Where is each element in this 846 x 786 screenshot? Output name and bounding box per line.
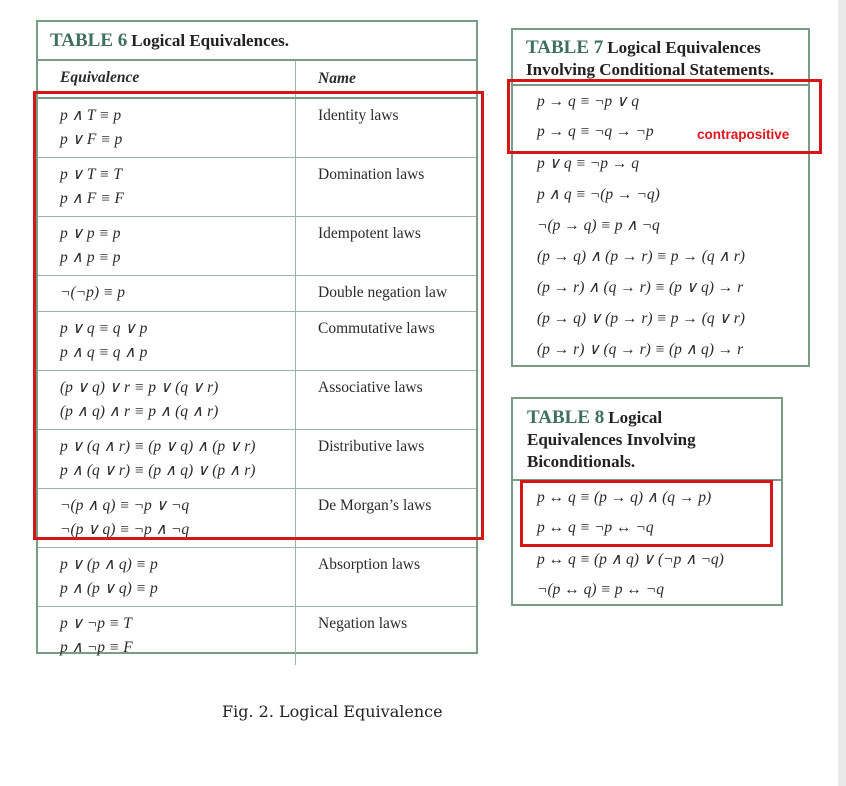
equivalence-formula: ¬(p ∨ q) ≡ ¬p ∧ ¬q: [60, 521, 190, 538]
conditional-equivalence: (p → q) ∧ (p → r) ≡ p → (q ∧ r): [537, 248, 745, 265]
conditional-equivalence: p ∧ q ≡ ¬(p → ¬q): [537, 186, 660, 203]
equivalence-formula: p ∨ (q ∧ r) ≡ (p ∨ q) ∧ (p ∨ r): [60, 438, 256, 455]
equivalence-formula: p ∧ ¬p ≡ F: [60, 639, 133, 656]
law-name-cell: Negation laws: [318, 615, 408, 632]
table-7-number: TABLE 7: [526, 37, 604, 58]
table-row: [38, 548, 476, 607]
scrollbar-track[interactable]: [838, 0, 846, 786]
equivalence-formula: ¬(¬p) ≡ p: [60, 284, 125, 301]
equivalence-cell: [38, 607, 296, 665]
equivalence-formula: ¬(p ∧ q) ≡ ¬p ∨ ¬q: [60, 497, 190, 514]
equivalence-formula: p ∨ (p ∧ q) ≡ p: [60, 556, 158, 573]
law-name-cell: Distributive laws: [318, 438, 425, 455]
highlight-box-table-8: [520, 480, 773, 547]
equivalence-cell: [38, 548, 296, 606]
conditional-equivalence: ¬(p → q) ≡ p ∧ ¬q: [537, 217, 660, 234]
conditional-equivalence: (p → r) ∨ (q → r) ≡ (p ∧ q) → r: [537, 341, 744, 358]
biconditional-equivalence: ¬(p ↔ q) ≡ p ↔ ¬q: [537, 581, 664, 598]
biconditional-equivalence: p ↔ q ≡ (p → q) ∧ (q → p): [537, 489, 712, 506]
header-equivalence: Equivalence: [38, 61, 296, 97]
equivalence-formula: p ∨ p ≡ p: [60, 225, 121, 242]
law-name-cell: Associative laws: [318, 379, 423, 396]
conditional-equivalence: p → q ≡ ¬q → ¬p: [537, 123, 654, 140]
law-name-cell: Idempotent laws: [318, 225, 421, 242]
table-6-title: [38, 22, 476, 56]
equivalence-formula: p ∧ T ≡ p: [60, 107, 122, 124]
equivalence-formula: (p ∧ q) ∧ r ≡ p ∧ (q ∧ r): [60, 403, 219, 420]
table-8-name-line1: Logical: [608, 408, 663, 427]
biconditional-equivalence: p ↔ q ≡ (p ∧ q) ∨ (¬p ∧ ¬q): [537, 551, 724, 568]
table-6-number: TABLE 6: [50, 30, 128, 51]
law-name-cell: Domination laws: [318, 166, 425, 183]
law-name-cell: Absorption laws: [318, 556, 421, 573]
contrapositive-annotation: contrapositive: [697, 127, 790, 142]
equivalence-formula: p ∨ ¬p ≡ T: [60, 615, 132, 632]
law-name-cell: Double negation law: [318, 284, 448, 301]
equivalence-formula: p ∧ F ≡ F: [60, 190, 124, 207]
table-8-number: TABLE 8: [527, 407, 605, 428]
equivalence-formula: p ∨ q ≡ q ∨ p: [60, 320, 148, 337]
law-name-cell: Identity laws: [318, 107, 399, 124]
table-row: [38, 607, 476, 665]
equivalence-formula: p ∨ F ≡ p: [60, 131, 123, 148]
table-8-name-line3: Biconditionals.: [527, 452, 636, 471]
biconditional-equivalence: p ↔ q ≡ ¬p ↔ ¬q: [537, 519, 654, 536]
table-8-title: [513, 399, 781, 479]
equivalence-formula: p ∧ (p ∨ q) ≡ p: [60, 580, 158, 597]
equivalence-formula: p ∧ q ≡ q ∧ p: [60, 344, 148, 361]
highlight-box-table-7: [507, 79, 822, 154]
equivalence-formula: p ∧ (q ∨ r) ≡ (p ∧ q) ∨ (p ∧ r): [60, 462, 256, 479]
table-7-name-line1: Logical Equivalences: [607, 38, 761, 57]
conditional-equivalence: (p → r) ∧ (q → r) ≡ (p ∨ q) → r: [537, 279, 744, 296]
figure-caption: Fig. 2. Logical Equivalence: [222, 702, 443, 721]
equivalence-formula: p ∨ T ≡ T: [60, 166, 123, 183]
table-8-name-line2: Equivalences Involving: [527, 430, 696, 449]
header-name: Name: [318, 70, 356, 87]
table-6-name: Logical Equivalences.: [131, 31, 289, 50]
law-name-cell: De Morgan’s laws: [318, 497, 432, 514]
equivalence-formula: (p ∨ q) ∨ r ≡ p ∨ (q ∨ r): [60, 379, 219, 396]
table-7-name-line2: Involving Conditional Statements.: [526, 60, 774, 79]
equivalence-formula: p ∧ p ≡ p: [60, 249, 121, 266]
conditional-equivalence: (p → q) ∨ (p → r) ≡ p → (q ∨ r): [537, 310, 745, 327]
conditional-equivalence: p ∨ q ≡ ¬p → q: [537, 155, 640, 172]
table-7-title: [513, 30, 808, 84]
law-name-cell: Commutative laws: [318, 320, 435, 337]
highlight-box-table-6: [33, 91, 484, 540]
conditional-equivalence: p → q ≡ ¬p ∨ q: [537, 93, 640, 110]
